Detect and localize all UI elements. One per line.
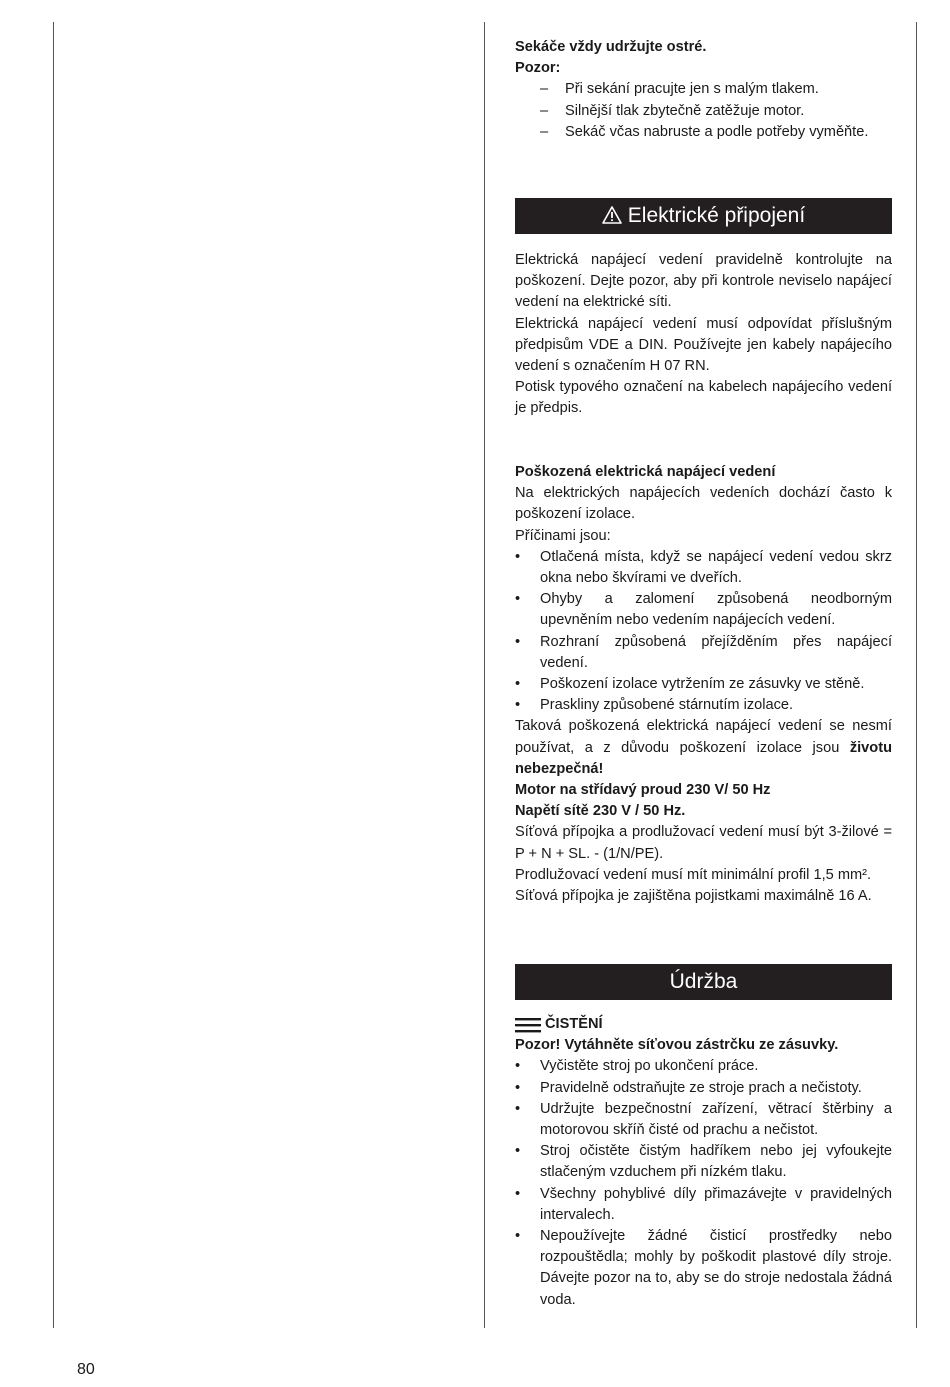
cleaning-lines-icon	[515, 1016, 541, 1034]
list-item: • Stroj očistěte čistým hadříkem nebo jej vyfoukejte stlačeným vzduchem při nízkém tlaku.	[515, 1143, 892, 1181]
electrical-title: Elektrické připojení	[627, 204, 806, 227]
electrical-paragraph: Elektrická napájecí vedení pravidelně kontrolujte na poškození. Dejte pozor, aby při kontrole neviselo napájecí vedení na elektrické síti.	[515, 252, 892, 311]
page-number: 80	[77, 1361, 95, 1378]
bullet-marker: •	[515, 548, 521, 565]
voltage-spec: Napětí sítě 230 V / 50 Hz.	[515, 803, 686, 820]
motor-spec: Motor na střídavý proud 230 V/ 50 Hz	[515, 782, 771, 799]
warning-triangle-icon	[602, 205, 622, 225]
cleaning-list	[515, 1056, 892, 1310]
list-item: • Udržujte bezpečnostní zařízení, větrací štěrbiny a motorovou skříň čisté od prachu a nečistot.	[515, 1100, 892, 1139]
cleaning-section	[515, 1014, 892, 1311]
list-item: – Silnější tlak zbytečně zatěžuje motor.	[515, 101, 892, 122]
damaged-heading: Poškozená elektrická napájecí vedení	[515, 464, 776, 480]
list-item: – Sekáč včas nabruste a podle potřeby vyměňte.	[515, 122, 892, 143]
list-item: • Praskliny způsobené stárnutím izolace.	[515, 695, 892, 716]
bullet-marker: •	[515, 1143, 521, 1160]
extension-note: Prodlužovací vedení musí mít minimální profil 1,5 mm².	[515, 866, 872, 883]
cleaning-title: ČISTĚNÍ	[545, 1016, 603, 1032]
list-item: • Všechny pohyblivé díly přimazávejte v pravidelných intervalech.	[515, 1185, 892, 1223]
electrical-section-header	[515, 198, 892, 234]
cleaning-heading	[515, 1014, 892, 1035]
bullet-marker: •	[515, 633, 521, 650]
causes-label: Příčinami jsou:	[515, 527, 611, 544]
list-item: • Ohyby a zalomení způsobená neodborným upevněním nebo vedením napájecích vedení.	[515, 591, 892, 629]
fuse-note: Síťová přípojka je zajištěna pojistkami maximálně 16 A.	[515, 888, 872, 905]
top-section	[515, 37, 892, 143]
list-item: – Při sekání pracujte jen s malým tlakem.	[515, 79, 892, 100]
damaged-intro: Na elektrických napájecích vedeních dochází často k poškození izolace.	[515, 485, 892, 523]
bullet-marker: •	[515, 1079, 521, 1096]
maintenance-title: Údržba	[669, 970, 738, 993]
sharpen-note: Sekáče vždy udržujte ostré.	[515, 39, 707, 55]
column-divider-line	[484, 22, 485, 1328]
bullet-marker: •	[515, 697, 521, 714]
electrical-paragraph: Elektrická napájecí vedení musí odpovídat příslušným předpisům VDE a DIN. Používejte jen kabely napájecího vedení s označením H 07 RN.	[515, 315, 892, 375]
list-item: • Vyčistěte stroj po ukončení práce.	[515, 1056, 892, 1077]
dash-marker: –	[540, 81, 549, 98]
electrical-paragraph: Potisk typového označení na kabelech napájecího vedení je předpis.	[515, 379, 892, 417]
bullet-marker: •	[515, 676, 521, 693]
bullet-marker: •	[515, 591, 521, 608]
right-border-line	[916, 22, 917, 1328]
caution-list	[515, 79, 892, 143]
list-item: • Poškození izolace vytržením ze zásuvky ve stěně.	[515, 674, 892, 695]
caution-label: Pozor:	[515, 60, 561, 77]
dash-marker: –	[540, 123, 549, 140]
dash-marker: –	[540, 102, 549, 119]
bullet-marker: •	[515, 1185, 521, 1202]
list-item: • Otlačená místa, když se napájecí vedení vedou skrz okna nebo škvírami ve dveřích.	[515, 548, 892, 587]
damaged-warning: Taková poškozená elektrická napájecí vedení se nesmí používat, a z důvodu poškození izolace jsou životu nebezpečná!	[515, 718, 892, 777]
bullet-marker: •	[515, 1100, 521, 1117]
connection-note: Síťová přípojka a prodlužovací vedení musí být 3-žilové = P + N + SL. - (1/N/PE).	[515, 824, 892, 862]
damaged-cables-section	[515, 462, 892, 907]
list-item: • Nepoužívejte žádné čisticí prostředky nebo rozpouštědla; mohly by poškodit plastové díly stroje. Dávejte pozor na to, aby se do stroje nedostala žádná voda.	[515, 1228, 892, 1308]
bullet-marker: •	[515, 1058, 521, 1075]
bullet-marker: •	[515, 1228, 521, 1245]
electrical-body	[515, 250, 892, 420]
list-item: • Rozhraní způsobená přejížděním přes napájecí vedení.	[515, 633, 892, 671]
maintenance-section-header	[515, 964, 892, 1000]
unplug-warning: Pozor! Vytáhněte síťovou zástrčku ze zásuvky.	[515, 1037, 839, 1054]
causes-list	[515, 547, 892, 717]
left-border-line	[53, 22, 54, 1328]
list-item: • Pravidelně odstraňujte ze stroje prach a nečistoty.	[515, 1078, 892, 1099]
